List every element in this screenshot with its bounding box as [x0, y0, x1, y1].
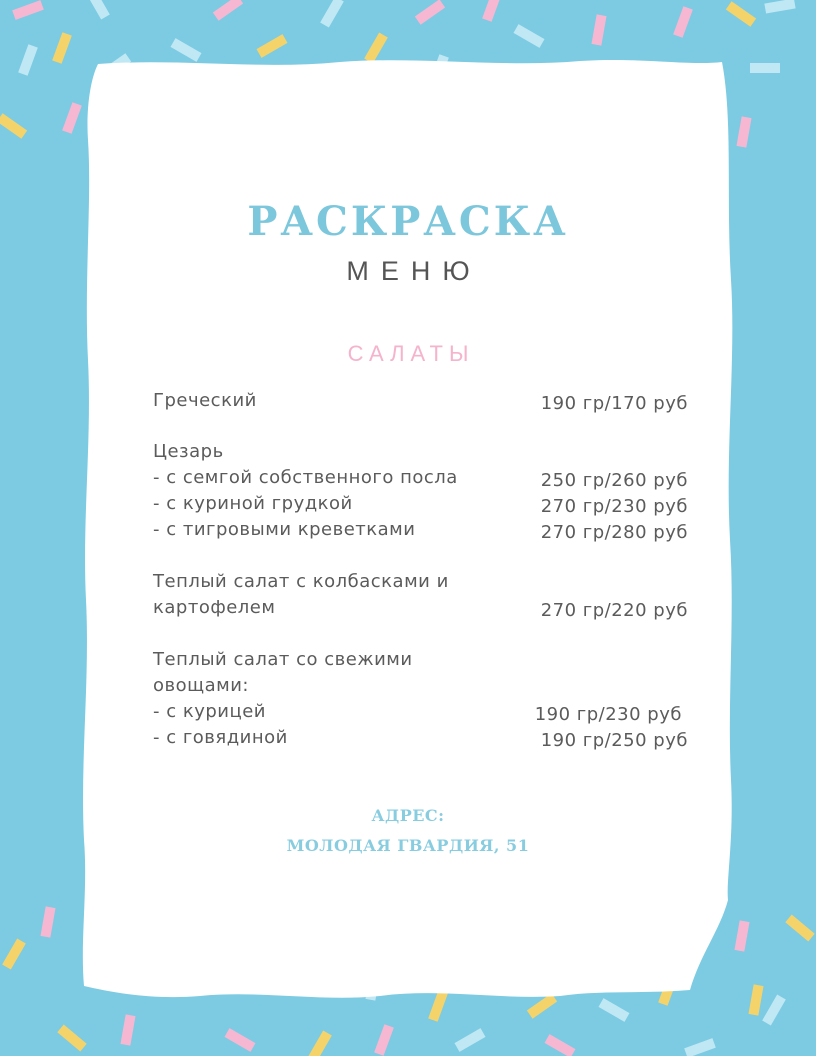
address-label: АДРЕС: [371, 806, 445, 825]
item-name-cont: картофелем [153, 597, 276, 618]
item-variant: - с говядиной [153, 727, 288, 748]
item-price: 250 гр/260 руб [540, 470, 688, 491]
item-variant: - с семгой собственного посла [153, 467, 458, 488]
item-variant: - с куриной грудкой [153, 493, 353, 514]
item-name: Теплый салат с колбасками и [153, 571, 449, 592]
item-name-cont: овощами: [153, 675, 249, 696]
item-variant: - с тигровыми креветками [153, 519, 416, 540]
item-price: 190 гр/250 руб [540, 730, 688, 751]
menu-subtitle: МЕНЮ [346, 256, 482, 286]
item-variant: - с курицей [153, 701, 267, 722]
item-price: 270 гр/230 руб [540, 496, 688, 517]
item-name: Цезарь [153, 441, 224, 462]
item-price: 190 гр/170 руб [540, 393, 688, 414]
address-value: МОЛОДАЯ ГВАРДИЯ, 51 [286, 836, 530, 855]
item-name: Теплый салат со свежими [153, 649, 413, 670]
section-title: САЛАТЫ [347, 341, 475, 366]
item-price: 270 гр/280 руб [540, 522, 688, 543]
item-name: Греческий [153, 390, 257, 411]
item-price: 190 гр/230 руб [534, 704, 682, 725]
item-price: 270 гр/220 руб [540, 600, 688, 621]
brand-title: РАСКРАСКА [247, 198, 569, 245]
